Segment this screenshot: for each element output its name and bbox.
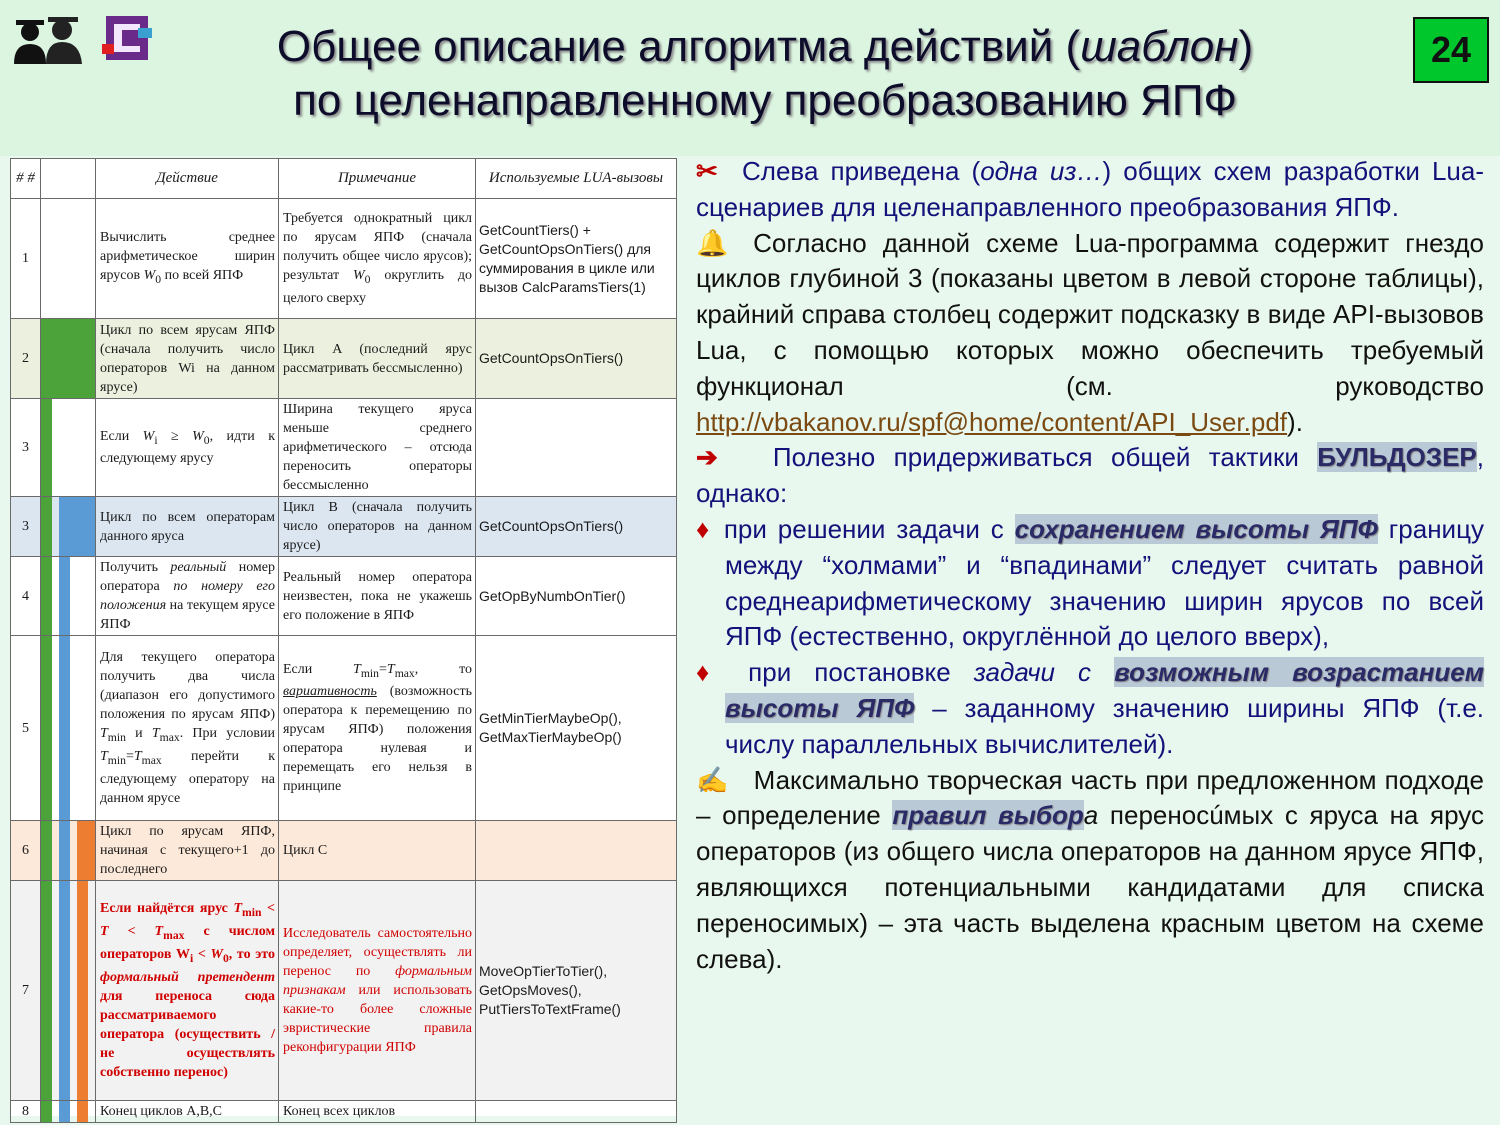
bell-icon: 🔔 <box>696 227 738 258</box>
row-num: 8 <box>11 1101 41 1123</box>
row-note: Цикл C <box>279 821 476 881</box>
row-api: GetOpByNumbOnTier() <box>476 557 677 636</box>
tools-icon: ✂ <box>696 156 718 186</box>
row-api: GetCountTiers() + GetCountOpsOnTiers() для суммирования в цикле или вызов CalcParamsTiers(1) <box>476 199 677 319</box>
row-num: 3 <box>11 497 41 557</box>
row-action: Для текущего оператора получить два числа (диапазон его допустимого положения по ярусам ЯПФ) $T_{min}$ и $T_{max}$. При условии $T_{min}=T_{max}$ перейти к следующему оператору на данном ярусе <box>96 636 279 821</box>
row-note: Если $T_{min}=T_{max}$, то вариативность (возможность оператора к перемещению по ярусам ЯПФ) положения оператора нулевая и перемещать его нельзя в принципе <box>279 636 476 821</box>
row-num: 1 <box>11 199 41 319</box>
row-note: Исследователь самостоятельно определяет, осуществлять ли перенос по формальным признакам или использовать какие-то более сложные эвристические правила реконфигурации ЯПФ <box>279 881 476 1101</box>
row-num: 2 <box>11 319 41 399</box>
table-row <box>11 399 677 497</box>
row-api <box>476 399 677 497</box>
paragraph-creative: ✍ Максимально творческая часть при предложенном подходе – определение правил выбора переносúмых с яруса на ярус операторов (из общего числа операторов на данном ярусе ЯПФ, являющихся потенциальными кандидатами для списка переносимых) – эта часть выделена красным цветом на схеме слева). <box>696 764 1484 974</box>
header-api: Используемые LUA-вызовы <box>476 159 677 199</box>
table-row <box>11 497 677 557</box>
loop-a-bar <box>41 881 52 1100</box>
loop-a-bar <box>41 636 52 820</box>
row-api: MoveOpTierToTier(), GetOpsMoves(), PutTiersToTextFrame() <box>476 881 677 1101</box>
paragraph-tactic: ➔ Полезно придерживаться общей тактики БУЛЬДОЗЕР, однако: <box>696 442 1484 509</box>
row-action: Если найдётся ярус $T_{min} < T < T_{max}$ с числом операторов $W_i < W_0$, то это формальный претендент для переноса сюда рассматриваемого оператора (осуществить / не осуществлять собственно перенос) <box>96 881 279 1101</box>
slide-number-badge: 24 <box>1413 17 1489 83</box>
row-api <box>476 1101 677 1123</box>
arrow-icon: ➔ <box>696 442 718 473</box>
loop-b-bar <box>59 557 70 635</box>
row-note: Конец всех циклов <box>279 1101 476 1123</box>
table-row <box>11 557 677 636</box>
diamond-icon: ♦ <box>696 513 713 544</box>
table-row <box>11 319 677 399</box>
header-note: Примечание <box>279 159 476 199</box>
description-text <box>696 154 1484 977</box>
diamond-icon: ♦ <box>696 657 726 688</box>
row-action: Конец циклов A,B,C <box>96 1101 279 1123</box>
table-row <box>11 881 677 1101</box>
loop-c-bar <box>77 881 88 1100</box>
loop-a-bar <box>41 821 52 880</box>
loop-b-bar <box>59 821 70 880</box>
row-note: Реальный номер оператора неизвестен, пока не укажешь его положение в ЯПФ <box>279 557 476 636</box>
bullet-height: ♦ при решении задачи с сохранением высоты ЯПФ границу между “холмами” и “впадинами” следует считать равной среднеарифметическому значению ширин ярусов по всей ЯПФ (естественно, округлённой до целого вверх), <box>696 513 1484 652</box>
table-row <box>11 199 677 319</box>
page-subtitle: по целенаправленному преобразованию ЯПФ <box>293 76 1237 125</box>
manual-link[interactable]: http://vbakanov.ru/spf@home/content/API_User.pdf <box>696 406 1288 437</box>
row-api: GetCountOpsOnTiers() <box>476 497 677 557</box>
people-logo-icon <box>12 14 88 71</box>
row-action: Если $W_i \ge W_0$, идти к следующему ярусу <box>96 399 279 497</box>
row-note: Цикл A (последний ярус рассматривать бессмысленно) <box>279 319 476 399</box>
loop-b-bar <box>59 636 70 820</box>
header-level <box>41 159 96 199</box>
header-action: Действие <box>96 159 279 199</box>
paragraph-intro: ✂ Слева приведена (одна из…) общих схем разработки Lua-сценариев для целенаправленного преобразования ЯПФ. <box>696 156 1484 222</box>
row-level <box>41 199 96 319</box>
loop-a-bar <box>41 399 52 496</box>
row-level <box>41 557 96 636</box>
page-title: Общее описание алгоритма действий (шаблон) <box>276 22 1254 71</box>
table-header-row <box>11 159 677 199</box>
loop-b-bar <box>59 1101 70 1122</box>
row-level <box>41 821 96 881</box>
row-level <box>41 399 96 497</box>
row-level <box>41 1101 96 1123</box>
table-row <box>11 821 677 881</box>
table-row <box>11 1101 677 1123</box>
loop-a-bar <box>41 557 52 635</box>
row-num: 4 <box>11 557 41 636</box>
row-api: GetCountOpsOnTiers() <box>476 319 677 399</box>
loop-b-bar <box>59 881 70 1100</box>
row-api <box>476 821 677 881</box>
loop-a-bar <box>41 497 52 556</box>
pen-icon: ✍ <box>696 764 730 795</box>
loop-a-bar <box>41 1101 52 1122</box>
row-level <box>41 497 96 557</box>
loop-a-start-fill <box>41 319 95 398</box>
row-level <box>41 881 96 1101</box>
algorithm-table <box>10 158 676 1119</box>
row-num: 7 <box>11 881 41 1101</box>
row-api: GetMinTierMaybeOp(), GetMaxTierMaybeOp() <box>476 636 677 821</box>
row-num: 6 <box>11 821 41 881</box>
row-action: Цикл по всем ярусам ЯПФ (сначала получить число операторов Wi на данном ярусе) <box>96 319 279 399</box>
header-num: # # <box>11 159 41 199</box>
loop-c-start-fill <box>77 821 95 880</box>
row-level <box>41 636 96 821</box>
bullet-growth: ♦ при постановке задачи с возможным возрастанием высоты ЯПФ – заданному значению ширины ЯПФ (т.е. числу параллельных вычислителей). <box>696 657 1485 759</box>
row-note: Требуется однократный цикл по ярусам ЯПФ (сначала получить общее число ярусов); результат $W_0$ округлить до целого сверху <box>279 199 476 319</box>
loop-c-bar <box>77 1101 88 1122</box>
row-num: 5 <box>11 636 41 821</box>
row-action: Вычислить среднее арифметическое ширин ярусов $W_0$ по всей ЯПФ <box>96 199 279 319</box>
row-note: Ширина текущего яруса меньше среднего арифметического – отсюда переносить операторы бессмысленно <box>279 399 476 497</box>
loop-b-start-fill <box>59 497 95 556</box>
slide-header <box>0 0 1500 156</box>
row-action: Получить реальный номер оператора по номеру его положения на текущем ярусе ЯПФ <box>96 557 279 636</box>
row-note: Цикл B (сначала получить число операторов на данном ярусе) <box>279 497 476 557</box>
table-row <box>11 636 677 821</box>
row-num: 3 <box>11 399 41 497</box>
row-level <box>41 319 96 399</box>
row-action: Цикл по ярусам ЯПФ, начиная с текущего+1 до последнего <box>96 821 279 881</box>
row-action: Цикл по всем операторам данного яруса <box>96 497 279 557</box>
paragraph-scheme: 🔔 Согласно данной схеме Lua-программа содержит гнездо циклов глубиной 3 (показаны цветом в левой стороне таблицы), крайний справа столбец содержит подсказку в виде API-вызовов Lua, с помощью которых можно обеспечить требуемый функционал (см. руководство http://vbakanov.ru/spf@home/content/API_User.pdf). <box>696 227 1485 437</box>
